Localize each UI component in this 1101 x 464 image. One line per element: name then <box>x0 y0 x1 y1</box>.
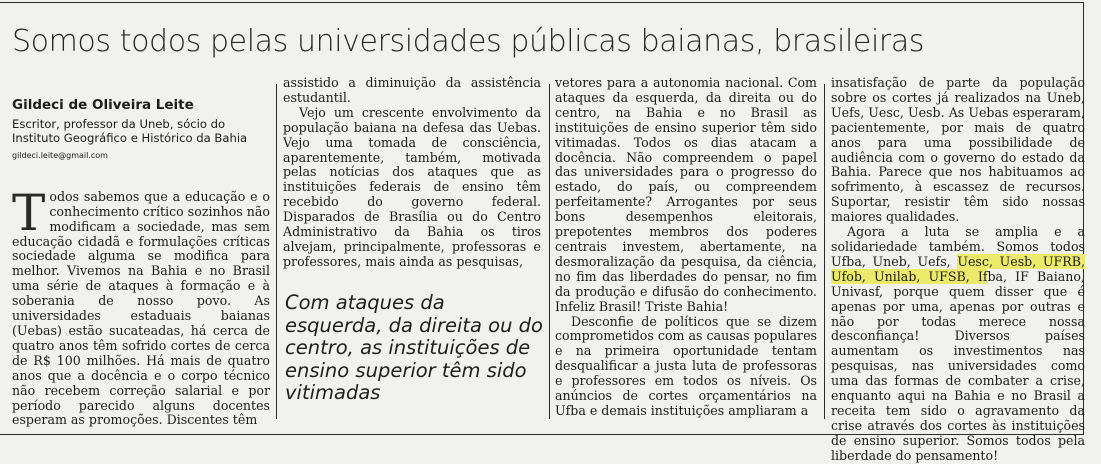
author-email: gildeci.leite@gmail.com <box>12 150 108 160</box>
paragraph-2: Vejo um crescente envolvimento da população baiana na defesa das Uebas. Vejo uma tomada de consciência, aparentemente, também, motivada pelas notícias dos ataques que as instituições federais de ensino têm recebido do governo federal. Disparados de Brasília ou do Centro Administrativo da Bahia os tiros alvejam, principalmente, professoras e professores, mais ainda as pesquisas, <box>283 104 541 269</box>
headline: Somos todos pelas universidades públicas baianas, brasileiras <box>12 24 925 59</box>
paragraph-4-text-start: Agora a luta se amplia e a solidariedade também. Somos todos Ufba, Uneb, Uefs, <box>831 224 1085 269</box>
column-4 <box>831 76 1085 464</box>
drop-cap: T <box>12 183 46 242</box>
top-rule <box>0 2 1084 3</box>
column-2 <box>283 76 541 270</box>
paragraph-1-continued: assistido a diminuição da assistência estudantil. <box>283 75 541 105</box>
paragraph-4 <box>831 225 1085 464</box>
pull-quote: Com ataques da esquerda, da direita ou do centro, as instituições de ensino superior têm sido vitimadas <box>285 291 543 405</box>
column-3 <box>555 76 817 419</box>
paragraph-4-text-end: ba, IF Baiano, Univasf, porque quem disser que é apenas por uma, apenas por outras e não por todas merece nossa desconfiança! Diversos países aumentam os investimentos nas pesquisas, nas universidades como uma das formas de combater a crise, enquanto aqui na Bahia e no Brasil a receita tem sido o agravamento da crise através dos cortes às instituições de ensino superior. Somos todos pela liberdade do pensamento! <box>831 268 1085 463</box>
paragraph-1 <box>12 183 270 429</box>
highlighted-text: Uesc, Uesb, UFRB, Ufob, Unilab, UFSB, If <box>831 253 1086 284</box>
paragraph-3: Desconfie de políticos que se dizem comprometidos com as causas populares e na primeira oportunidade tentam desqualificar a justa luta de professoras e professores em todos os níveis. Os anúncios de cortes orçamentários na Ufba e demais instituições ampliaram a <box>555 313 817 418</box>
column-divider <box>549 84 550 419</box>
author-bio: Escritor, professor da Uneb, sócio do Instituto Geográfico e Histórico da Bahia <box>12 116 248 145</box>
paragraph-3-continued: insatisfação de parte da população sobre os cortes já realizados na Uneb, Uefs, Uesc, Uesb. As Uebas esperaram, pacientemente, por mais de quatro anos para uma possibilidade de audiência com o governo do estado da Bahia. Parece que nos habituamos ao sofrimento, à escassez de recursos. Suportar, resistir têm sido nossas maiores qualidades. <box>831 75 1085 225</box>
paragraph-1-text: odos sabemos que a educação e o conhecimento crítico sozinhos não modificam a sociedade, mas sem educação cidadã e formulações críticas sociedade alguma se modifica para melhor. Vivemos na Bahia e no Brasil uma série de ataques à formação e à soberania de nosso povo. As universidades estaduais baianas (Uebas) estão sucateadas, há cerca de quatro anos têm sofrido cortes de cerca de R$ 100 milhões. Há mais de quatro anos que a docência e o corpo técnico não recebem correção salarial e por período parecido alguns docentes esperam as promoções. Discentes têm <box>12 188 270 428</box>
column-1 <box>12 76 270 428</box>
column-divider <box>824 84 825 419</box>
column-divider <box>276 84 277 419</box>
paragraph-2-continued: vetores para a autonomia nacional. Com ataques da esquerda, da direita ou do centro, na Bahia e no Brasil as instituições de ensino superior têm sido vitimadas. Todos os dias atacam a docência. Não compreendem o papel das universidades para o progresso do estado, do país, ou compreendem perfeitamente? Arrogantes por seus bons desempenhos eleitorais, prepotentes membros dos poderes centrais investem, abertamente, na desmoralização da pesquisa, da ciência, no fim das liberdades do pensar, no fim da produção e difusão do conhecimento. Infeliz Brasil! Triste Bahia! <box>555 75 817 314</box>
author-name: Gildeci de Oliveira Leite <box>12 97 194 113</box>
